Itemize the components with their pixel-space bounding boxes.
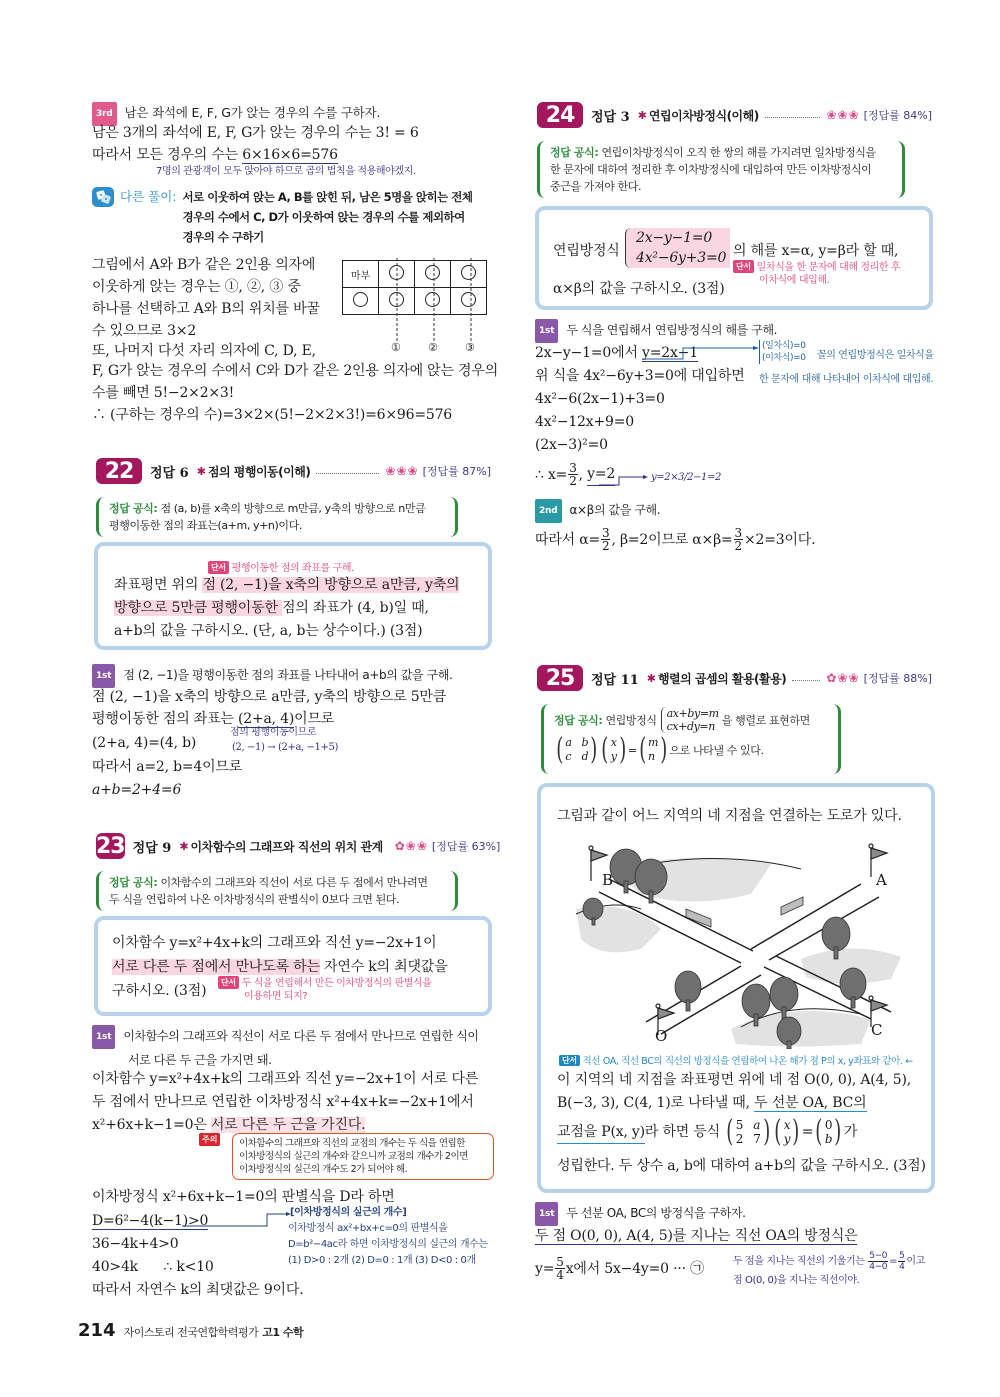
map-label-c: C	[871, 1021, 883, 1039]
matrix-5a27: ( 5 a 2 7 )	[726, 1114, 770, 1149]
q24-topic: 연립이차방정식(이해)	[648, 108, 759, 123]
connector-arrow	[182, 1212, 292, 1232]
q25-problem-box: 그림과 같이 어느 지역의 네 지점을 연결하는 도로가 있다. B A O C 단서 직선 OA, 직선 BC의 직선의 방정식을 연립하여 나온 해가 점 P의 x, y좌표와 같아. ← 이 지역의 네 지점을 좌표평면 위에 네 점 O(0, 0), A(4, 5), B(−3, 3), C(4, 1)로 나타낼 때, 두 선분 OA, BC의 교점을 P(x, y) 라 하면 등식 ( 5 a 2 7 ) ( x y ) = ( 0 b ) 가 성립한다. 두 상수 a, b에 대하여 a+b의 값을 구하시오. (3점)	[537, 783, 935, 1193]
q25-hint: 단서 직선 OA, 직선 BC의 직선의 방정식을 연립하여 나온 해가 점 P의 x, y좌표와 같아. ←	[559, 1053, 913, 1067]
alt-solution-label: 다른 풀이:	[120, 189, 177, 204]
q24-answer: 3	[620, 109, 630, 125]
difficulty-icon: ❀❀❀	[826, 108, 860, 122]
difficulty-icon: ✿❀❀	[826, 671, 860, 685]
q23-topic: 이차함수의 그래프와 직선의 위치 관계	[190, 839, 383, 854]
dice-icon	[92, 187, 114, 207]
connector-arrow	[599, 473, 649, 489]
road-map-illustration	[571, 839, 911, 1049]
system-of-equations: 2x−y−1=0 4x²−6y+3=0	[625, 228, 730, 268]
correct-rate: [정답률 84%]	[863, 109, 932, 122]
coefficient-matrix: ( a b c d )	[556, 732, 598, 767]
step-badge: 3rd	[92, 102, 117, 126]
seat-diagram: 마부 ① ② ③	[342, 258, 492, 358]
q25-number: 25	[537, 665, 583, 691]
q23-hint: 단서 두 식을 연립해서 만든 이차방정식의 판별식을 이용하면 되지?	[218, 976, 432, 1003]
dashed-column-lines	[342, 258, 492, 348]
step-3rd-line2: 따라서 모든 경우의 수는 6×16×6=576	[92, 147, 338, 163]
difficulty-icon: ✿❀❀	[394, 839, 428, 853]
q24-hint: 단서 일차식을 한 문자에 대해 정리한 후 이차식에 대입해.	[733, 260, 900, 287]
q22-answer: 6	[179, 465, 189, 481]
q25-answer: 11	[620, 672, 639, 688]
difficulty-icon: ❀❀❀	[385, 464, 419, 478]
q24-problem-box: 연립방정식 2x−y−1=0 4x²−6y+3=0 의 해를 x=α, y=β라 할 때, 단서 일차식을 한 문자에 대해 정리한 후 이차식에 대입해. α×β의 값을 구하시오. (3점)	[535, 206, 933, 310]
q22-header: 22 정답 6 ✱ 점의 평행이동(이해) ❀❀❀ [정답률 87%]	[96, 457, 491, 485]
total-cases-result: 6×16×6=576	[242, 147, 338, 163]
q23-answer: 9	[162, 840, 172, 856]
q24-step1-title: 1st 두 식을 연립해서 연립방정식의 해를 구해.	[535, 319, 777, 343]
correct-rate: [정답률 63%]	[431, 840, 501, 853]
page-number: 214	[78, 1320, 116, 1341]
q23-step1-title: 1st 이차함수의 그래프와 직선이 서로 다른 두 점에서 만나므로 연립한 식이 서로 다른 두 근을 가지면 돼.	[92, 1025, 479, 1071]
map-label-a: A	[876, 871, 887, 889]
correct-rate: [정답률 88%]	[863, 672, 932, 685]
q22-step1-title: 1st 점 (2, −1)을 평행이동한 점의 좌표를 나타내어 a+b의 값을 구해.	[92, 664, 452, 688]
alt-solution-header: 다른 풀이: 서로 이웃하여 앉는 A, B를 앉힌 뒤, 남은 5명을 앉히는 전체 경우의 수에서 C, D가 이웃하여 앉는 경우의 수를 제외하여 경우의 수 구하기	[92, 187, 472, 247]
caution-note: 이차함수의 그래프와 직선의 교점의 개수는 두 식을 연립한 이차방정식의 실근의 개수와 같으니까 교점의 개수가 2이면 이차방정식의 실근의 개수도 2가 되어야 해.	[232, 1133, 494, 1180]
q23-problem-box: 이차함수 y=x²+4x+k의 그래프와 직선 y=−2x+1이 서로 다른 두 점에서 만나도록 하는 자연수 k의 최댓값을 구하시오. (3점) 단서 두 식을 연립해서 만든 이차방정식의 판별식을 이용하면 되지?	[94, 916, 492, 1016]
book-title: 자이스토리 전국연합학력평가	[123, 1326, 259, 1339]
q24-step2-title: 2nd α×β의 값을 구해.	[535, 499, 660, 523]
q22-formula: 정답 공식: 점 (a, b)를 x축의 방향으로 m만큼, y축의 방향으로 n만큼 평행이동한 점의 좌표는(a+m, y+n)이다.	[96, 497, 458, 537]
page-footer	[78, 1320, 303, 1341]
q22-number: 22	[96, 458, 142, 484]
caution-tag: 주의	[199, 1133, 220, 1146]
book-subject: 고1 수학	[262, 1326, 304, 1339]
q25-formula: 정답 공식: 연립방정식 ax+by=m cx+dy=n 을 행렬로 표현하면 ( a b c d ) ( x y ) = ( m n ) 으로 나타낼 수 있다.	[541, 704, 841, 774]
q24-number: 24	[537, 102, 583, 128]
connector-arrow	[643, 344, 763, 364]
correct-rate: [정답률 87%]	[422, 465, 491, 478]
map-label-o: O	[655, 1027, 668, 1045]
q24-header: 24 정답 3 ✱ 연립이차방정식(이해) ❀❀❀ [정답률 84%]	[537, 101, 932, 129]
q22-problem-box: 단서 평행이동한 점의 좌표를 구해. 좌표평면 위의 점 (2, −1)을 x축의 방향으로 a만큼, y축의 방향으로 5만큼 평행이동한 점의 좌표가 (4, b)일 때, a+b의 값을 구하시오. (단, a, b는 상수이다.) (3점)	[94, 542, 492, 650]
q22-topic: 점의 평행이동(이해)	[207, 464, 311, 479]
q25-topic: 행렬의 곱셈의 활용(활용)	[657, 671, 787, 686]
q22-hint: 단서 평행이동한 점의 좌표를 구해.	[208, 561, 354, 575]
q23-header: 23 정답 9 ✱ 이차함수의 그래프와 직선의 위치 관계 ✿❀❀ [정답률 63%]	[96, 833, 501, 859]
q25-step1-title: 1st 두 선분 OA, BC의 방정식을 구하자.	[535, 1202, 746, 1226]
step-3rd-title: 3rd 남은 좌석에 E, F, G가 앉는 경우의 수를 구하자.	[92, 102, 380, 126]
q25-header: 25 정답 11 ✱ 행렬의 곱셈의 활용(활용) ✿❀❀ [정답률 88%]	[537, 664, 932, 692]
driver-seat: 마부	[343, 261, 379, 288]
q23-number: 23	[96, 833, 125, 859]
q23-formula: 정답 공식: 이차함수의 그래프와 직선이 서로 다른 두 점에서 만나려면 두 식을 연립하여 나온 이차방정식의 판별식이 0보다 크면 된다.	[96, 871, 458, 911]
product-rule-note: 7명의 관광객이 모두 앉아야 하므로 곱의 법칙을 적용해야겠지.	[156, 166, 416, 177]
step-3rd-line1: 남은 3개의 좌석에 E, F, G가 앉는 경우의 수는 3! = 6	[92, 125, 419, 141]
q24-formula: 정답 공식: 연립이차방정식이 오직 한 쌍의 해를 가지려면 일차방정식을 한 문자에 대하여 정리한 후 이차방정식에 대입하여 만든 이차방정식이 중근을 가져야 한다.	[537, 141, 905, 198]
map-label-b: B	[602, 871, 614, 889]
